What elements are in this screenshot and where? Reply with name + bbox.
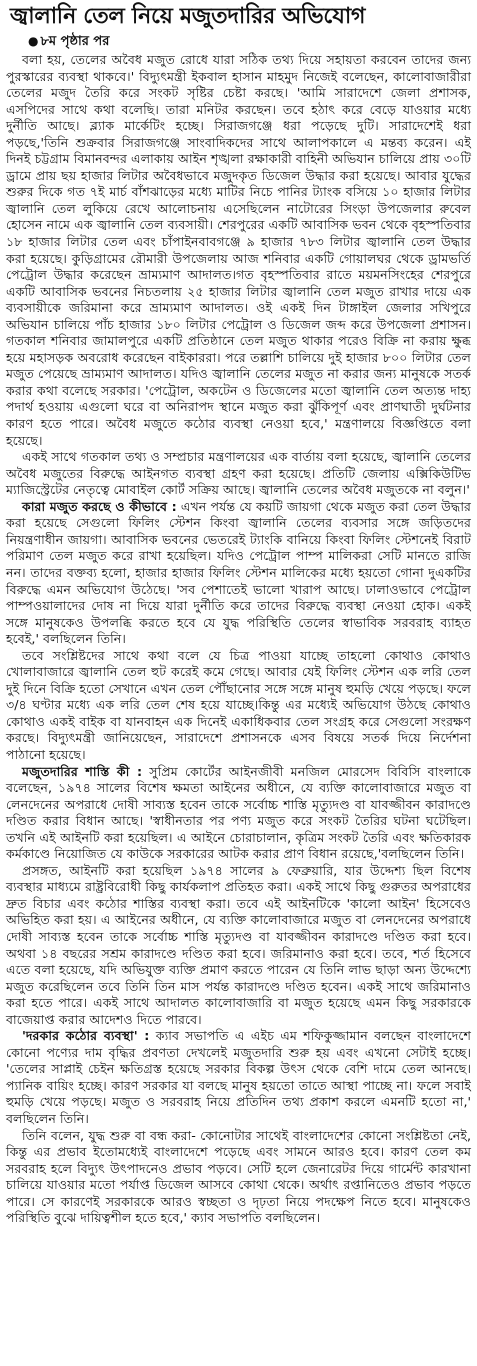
headline: জ্বালানি তেল নিয়ে মজুতদারির অভিযোগ — [10, 4, 366, 29]
section-heading: কারা মজুত করছে ও কীভাবে : — [22, 498, 177, 514]
section-heading: মজুতদারির শাস্তি কী : — [22, 763, 143, 779]
section-paragraph — [6, 764, 471, 863]
section-heading: 'দরকার কঠোর ব্যবস্থা' : — [22, 1028, 150, 1044]
article-paragraph: বলা হয়, তেলের অবৈধ মজুত রোধে যারা সঠিক তথ্য দিয়ে সহায়তা করবেন তাদের জন্য পুরস্কারের ব্যবস্থা থাকবে।' বিদ্যুৎমন্ত্রী ইকবাল হাসান মাহমুদ নিজেই বলেছেন, কালোবাজারীরা তেলের মজুদ তৈরি করে সংকট সৃষ্টির চেষ্টা করছে। 'আমি সারাদেশে জেলা প্রশাসক, এসপিদের সাথে কথা বলেছি। তারা মনিটর করছেন। তবে হঠাৎ করে বেড়ে যাওয়ার মধ্যে দুর্নীতি আছে। ব্ল্যাক মার্কেটিং হচ্ছে। সিরাজগঞ্জে ধরা পড়েছে দুটি। সারাদেশেই ধরা পড়ছে,'তিনি শুক্রবার সিরাজগঞ্জে সাংবাদিকদের সাথে আলাপকালে এ মন্তব্য করেন। এই দিনই চট্টগ্রাম বিমানবন্দর এলাকায় আইন শৃঙ্খলা রক্ষাকারী বাহিনী অভিযান চালিয়ে প্রায় ৩০টি ড্রামে প্রায় ছয় হাজার লিটার অবৈধভাবে মজুদকৃত ডিজেল উদ্ধার করা হয়েছে। আবার যুদ্ধের শুরুর দিকে গত ৭ই মার্চ বাঁশঝাড়ের মধ্যে মাটির নিচে পানির ট্যাংক বসিয়ে ১০ হাজার লিটার জ্বালানি তেল লুকিয়ে রেখে আলোচনায় এসেছিলেন নাটোরের সিংড়া উপজেলার রুবেল হোসেন নামে এক জ্বালানি তেল ব্যবসায়ী। শেরপুরের একটি আবাসিক ভবন থেকে বৃহস্পতিবার ১৮ হাজার লিটার তেল এবং চাঁপাইনবাবগঞ্জে ৯ হাজার ৭৮৩ লিটার জ্বালানি তেল উদ্ধার করা হয়েছে। কুড়িগ্রামের রৌমারী উপজেলায় আজ শনিবার একটি গোয়ালঘর থেকে ড্রামভর্তি পেট্রোল উদ্ধার করেছেন ভ্রাম্যমাণ আদালত।গত বৃহস্পতিবার রাতে ময়মনসিংহের শেরপুরে একটি আবাসিক ভবনের নিচতলায় ২৫ হাজার লিটার জ্বালানি তেল মজুত রাখার দায়ে এক ব্যবসায়ীকে জরিমানা করে ভ্রাম্যমাণ আদালত। ওই একই দিন টাঙ্গাইল জেলার সখিপুরে অভিযান চালিয়ে পাঁচ হাজার ১৮০ লিটার পেট্রোল ও ডিজেল জব্দ করে উপজেলা প্রশাসন। গতকাল শনিবার জামালপুরে একটি প্রতিষ্ঠানে তেল মজুত থাকার পরেও বিক্রি না করায় ক্ষুব্ধ হয়ে মহাসড়ক অবরোধ করেছেন বাইকাররা। পরে তল্লাশি চালিয়ে দুই হাজার ৮০০ লিটার তেল মজুত পেয়েছে ভ্রাম্যমাণ আদালত। যদিও জ্বালানি তেলের মজুত না করার জন্য মানুষকে সতর্ক করার কথা বলেছে সরকার। 'পেট্রোল, অকটেন ও ডিজেলের মতো জ্বালানি তেল অত্যন্ত দাহ্য পদার্থ হওয়ায় এগুলো ঘরে বা অনিরাপদ স্থানে মজুত করা ঝুঁকিপূর্ণ এবং প্রাণঘাতী দুর্ঘটনার কারণ হতে পারে। অবৈধ মজুতে কঠোর ব্যবস্থা নেওয়া হবে,' মন্ত্রণালয়ে বিজ্ঞপ্তিতে বলা হয়েছে। — [6, 52, 471, 448]
section-paragraph: তবে সংশ্লিষ্টদের সাথে কথা বলে যে চিত্র পাওয়া যাচ্ছে তাহলো কোথাও কোথাও খোলাবাজারে জ্বালানি তেল হুট করেই কমে গেছে। আবার যেই ফিলিং স্টেশন এক লরি তেল দুই দিনে বিক্রি হতো সেখানে এখন তেল পৌঁছানোর সঙ্গে সঙ্গে মানুষ হুমড়ি খেয়ে পড়ছে। ফলে ৩/৪ ঘণ্টার মধ্যে এক লরি তেল শেষ হয়ে যাচ্ছে।কিন্তু এর মধ্যেই অভিযোগ উঠছে কোথাও কোথাও একই বাইক বা যানবাহন এক দিনেই একাধিকবার তেল সংগ্রহ করে সেগুলো সংরক্ষণ করছে। বিদ্যুৎমন্ত্রী জানিয়েছেন, সারাদেশে প্রশাসনকে এসব বিষয়ে সতর্ক দিয়ে নির্দেশনা পাঠানো হয়েছে। — [6, 647, 471, 762]
article-paragraph: একই সাথে গতকাল তথ্য ও সম্প্রচার মন্ত্রণালয়ের এক বার্তায় বলা হয়েছে, জ্বালানি তেলের অবৈধ মজুতের বিরুদ্ধে আইনগত ব্যবস্থা গ্রহণ করা হয়েছে। প্রতিটি জেলায় এক্সিকিউটিভ ম্যাজিস্ট্রেটের নেতৃত্বে মোবাইল কোর্ট সক্রিয় আছে। জ্বালানি তেলের অবৈধ মজুতকে না বলুন।' — [6, 449, 471, 498]
section-text: ক্যাব সভাপতি এ এইচ এম শফিকুজ্জামান বলছেন বাংলাদেশে কোনো পণ্যের দাম বৃদ্ধির প্রবণতা দেখলেই মজুতদারি শুরু হয় এবং এখনো সেটাই হচ্ছে। 'তেলের সাপ্লাই চেইন ক্ষতিগ্রস্ত হয়েছে সরকার বিকল্প উৎস থেকে বেশি দামে তেল আনছে। প্যানিক বায়িং হচ্ছে। কারণ সরকার যা বলছে মানুষ হয়তো তাতে আস্থা পাচ্ছে না। ফলে সবাই হুমড়ি খেয়ে পড়ছে। মজুত ও সরবরাহ নিয়ে প্রতিদিন তথ্য প্রকাশ করলে এমনটি হতো না,' বলছিলেন তিনি। — [6, 1028, 471, 1126]
article-body — [6, 52, 471, 1227]
section-paragraph: তিনি বলেন, যুদ্ধ শুরু বা বন্ধ করা- কোনোটার সাথেই বাংলাদেশের কোনো সংশ্লিষ্টতা নেই, কিন্তু এর প্রভাব ইতোমধ্যেই বাংলাদেশে পড়েছে এবং সামনে আরও হবে। কারণ তেল কম সরবরাহ হলে বিদ্যুৎ উৎপাদনেও প্রভাব পড়বে। সেটি হলে জেনারেটর দিয়ে গার্মেন্ট কারখানা চালিয়ে যাওয়ার মতো পর্যাপ্ত ডিজেল আসবে কোথা থেকে। অর্থাৎ রপ্তানিতেও প্রভাব পড়তে পারে। সে কারণেই সরকারকে আরও স্বচ্ছতা ও দৃঢ়তা নিয়ে পদক্ষেপ নিতে হবে। মানুষকেও পরিস্থিতি বুঝে দায়িত্বশীল হতে হবে,' ক্যাব সভাপতি বলছিলেন। — [6, 1127, 471, 1226]
continued-label: ৮ম পৃষ্ঠার পর — [40, 34, 110, 49]
section-paragraph — [6, 499, 471, 648]
section-text: সুপ্রিম কোর্টের আইনজীবী মনজিল মোরসেদ বিবিসি বাংলাকে বলেছেন, ১৯৭৪ সালের বিশেষ ক্ষমতা আইনের অধীনে, যে ব্যক্তি কালোবাজারে মজুত বা লেনদেনের অপরাধে দোষী সাব্যস্ত হবেন তাকে সর্বোচ্চ শাস্তি মৃত্যুদণ্ড বা যাবজ্জীবন কারাদণ্ডে দণ্ডিত করার বিধান আছে। 'স্বাধীনতার পর পণ্য মজুত করে সংকট তৈরির ঘটনা ঘটেছিল। তখনি এই আইনটি করা হয়েছিল। এ আইনে চোরাচালান, কৃত্রিম সংকট তৈরি এবং ক্ষতিকারক কর্মকাণ্ডে নিয়োজিত যে কাউকে সরকারের আটক করার প্রাণ বিধান রয়েছে,'বলছিলেন তিনি। — [6, 763, 471, 862]
section-paragraph — [6, 1028, 471, 1127]
bullet-icon: ● — [28, 34, 39, 48]
section-text: এখন পর্যন্ত যে কয়টি জায়গা থেকে মজুত করা তেল উদ্ধার করা হয়েছে সেগুলো ফিলিং স্টেশন কিংবা জ্বালানি তেলের ব্যবসার সঙ্গে জড়িতদের নিয়ন্ত্রণাধীন জায়গা। আবাসিক ভবনের ভেতরেই ট্যাংকি বানিয়ে কিংবা ফিলিং স্টেশনেই বিরাট পরিমাণ তেল মজুত করে রাখা হয়েছিল। যদিও পেট্রোল পাম্প মালিকরা সেটি মানতে রাজি নন। তাদের বক্তব্য হলো, হাজার হাজার ফিলিং স্টেশন মালিকের মধ্যে হয়তো গোনা দুএকটির বিরুদ্ধে এমন অভিযোগ উঠেছে। 'সব পেশাতেই ভালো খারাপ আছে। ঢালাওভাবে পেট্রোল পাম্পওয়ালাদের দোষ না দিয়ে যারা দুর্নীতি করে তাদের বিরুদ্ধে ব্যবস্থা নেওয়া হোক। একই সঙ্গে মানুষকেও উপলব্ধি করতে হবে যে যুদ্ধ পরিস্থিতি তেলের স্বাভাবিক সরবরাহ ব্যাহত হবেই,' বলছিলেন তিনি। — [6, 498, 471, 647]
section-paragraph: প্রসঙ্গত, আইনটি করা হয়েছিল ১৯৭৪ সালের ৯ ফেব্রুয়ারি, যার উদ্দেশ্য ছিল বিশেষ ব্যবস্থার মাধ্যমে রাষ্ট্রবিরোধী কিছু কার্যকলাপ প্রতিহত করা। একই সাথে কিছু গুরুতর অপরাধের দ্রুত বিচার এবং কঠোর শাস্তির ব্যবস্থা করা। তবে এই আইনটিকে 'কালো আইন' হিসেবেও অভিহিত করা হয়। এ আইনের অধীনে, যে ব্যক্তি কালোবাজারে মজুত বা লেনদেনের অপরাধে দোষী সাব্যস্ত হবেন তাকে সর্বোচ্চ শাস্তি মৃত্যুদণ্ড বা যাবজ্জীবন কারাদণ্ডে দণ্ডিত করা হবে। অথবা ১৪ বছরের সশ্রম কারাদণ্ডে দণ্ডিত করা হবে। জরিমানাও করা হবে। তবে, শর্ত হিসেবে এতে বলা হয়েছে, যদি অভিযুক্ত ব্যক্তি প্রমাণ করতে পারেন যে তিনি লাভ ছাড়া অন্য উদ্দেশ্যে মজুত করেছিলেন তবে তিনি তিন মাস পর্যন্ত কারাদণ্ডে দণ্ডিত হবেন। একই সাথে জরিমানাও করা হতে পারে। একই সাথে আদালত কালোবাজারি বা মজুত হয়েছে এমন কিছু সরকারকে বাজেয়াপ্ত করার আদেশও দিতে পারবে। — [6, 862, 471, 1027]
continued-from — [28, 33, 471, 50]
